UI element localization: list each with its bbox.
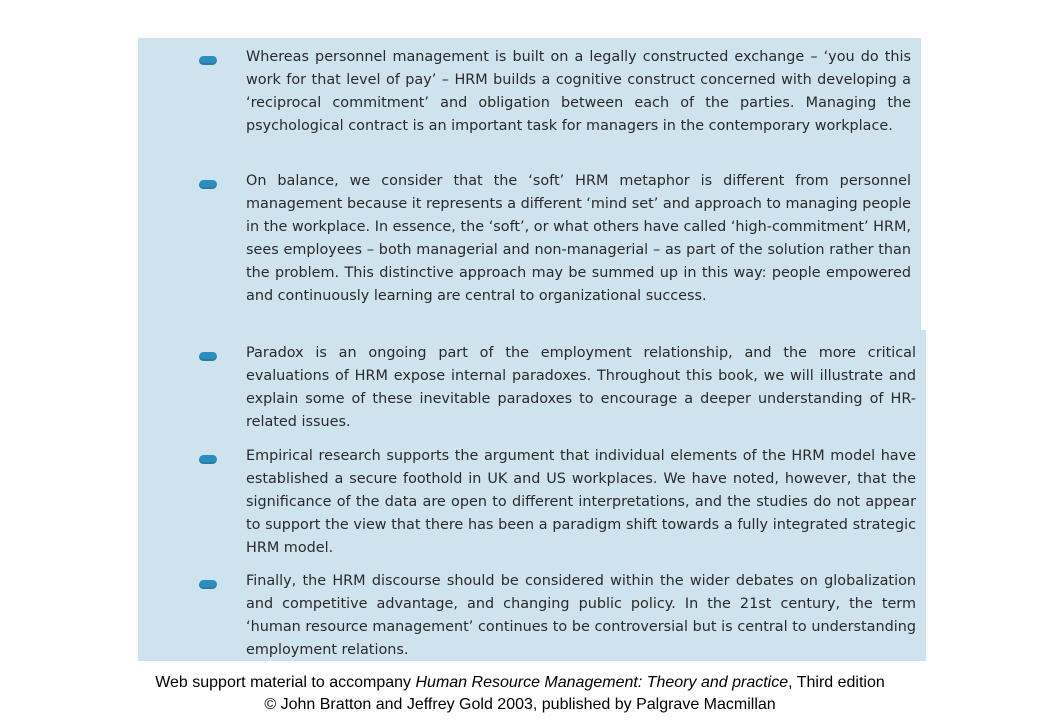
content-panel-top <box>138 38 921 330</box>
bullet-text: Paradox is an ongoing part of the employment relationship, and the more critical evaluations of HRM expose internal paradoxes. Throughout this book, we will illustrate and explain some of these inevitable paradoxes to encourage a deeper understanding of HR-related issues. <box>246 345 916 430</box>
content-panel-bottom <box>138 330 926 661</box>
footer-edition: , Third edition <box>788 674 885 691</box>
footer-prefix: Web support material to accompany <box>155 674 416 691</box>
footer-book-title: Human Resource Management: Theory and practice <box>415 674 789 691</box>
bullet-marker-icon <box>198 56 218 65</box>
footer-line-1 <box>0 672 1040 694</box>
bullet-text: On balance, we consider that the ‘soft’ HRM metaphor is different from personnel management because it represents a different ‘mind set’ and approach to managing people in the workplace. In essence, the ‘soft’, or what others have called ‘high-commitment’ HRM, sees employees – both managerial and non-managerial – as part of the solution rather than the problem. This distinctive approach may be summed up in this way: people empowered and continuously learning are central to organizational success. <box>246 173 911 304</box>
bullet-text: Whereas personnel management is built on a legally constructed exchange – ‘you do this work for that level of pay’ – HRM builds a cognitive construct concerned with developing a ‘reciprocal commitment’ and obligation between each of the parties. Managing the psychological contract is an important task for managers in the contemporary workplace. <box>246 49 911 134</box>
bullet-text: Empirical research supports the argument that individual elements of the HRM model have established a secure foothold in UK and US workplaces. We have noted, however, that the significance of the data are open to different interpretations, and the studies do not appear to support the view that there has been a paradigm shift towards a fully integrated strategic HRM model. <box>246 448 916 556</box>
footer-credits <box>0 672 1040 716</box>
bullet-marker-icon <box>198 455 218 464</box>
bullet-marker-icon <box>198 352 218 361</box>
bullet-marker-icon <box>198 580 218 589</box>
bullet-text: Finally, the HRM discourse should be considered within the wider debates on globalization and competitive advantage, and changing public policy. In the 21st century, the term ‘human resource management’ continues to be controversial but is central to understanding employment relations. <box>246 573 916 658</box>
footer-line-2: © John Bratton and Jeffrey Gold 2003, published by Palgrave Macmillan <box>264 696 776 713</box>
bullet-marker-icon <box>198 180 218 189</box>
